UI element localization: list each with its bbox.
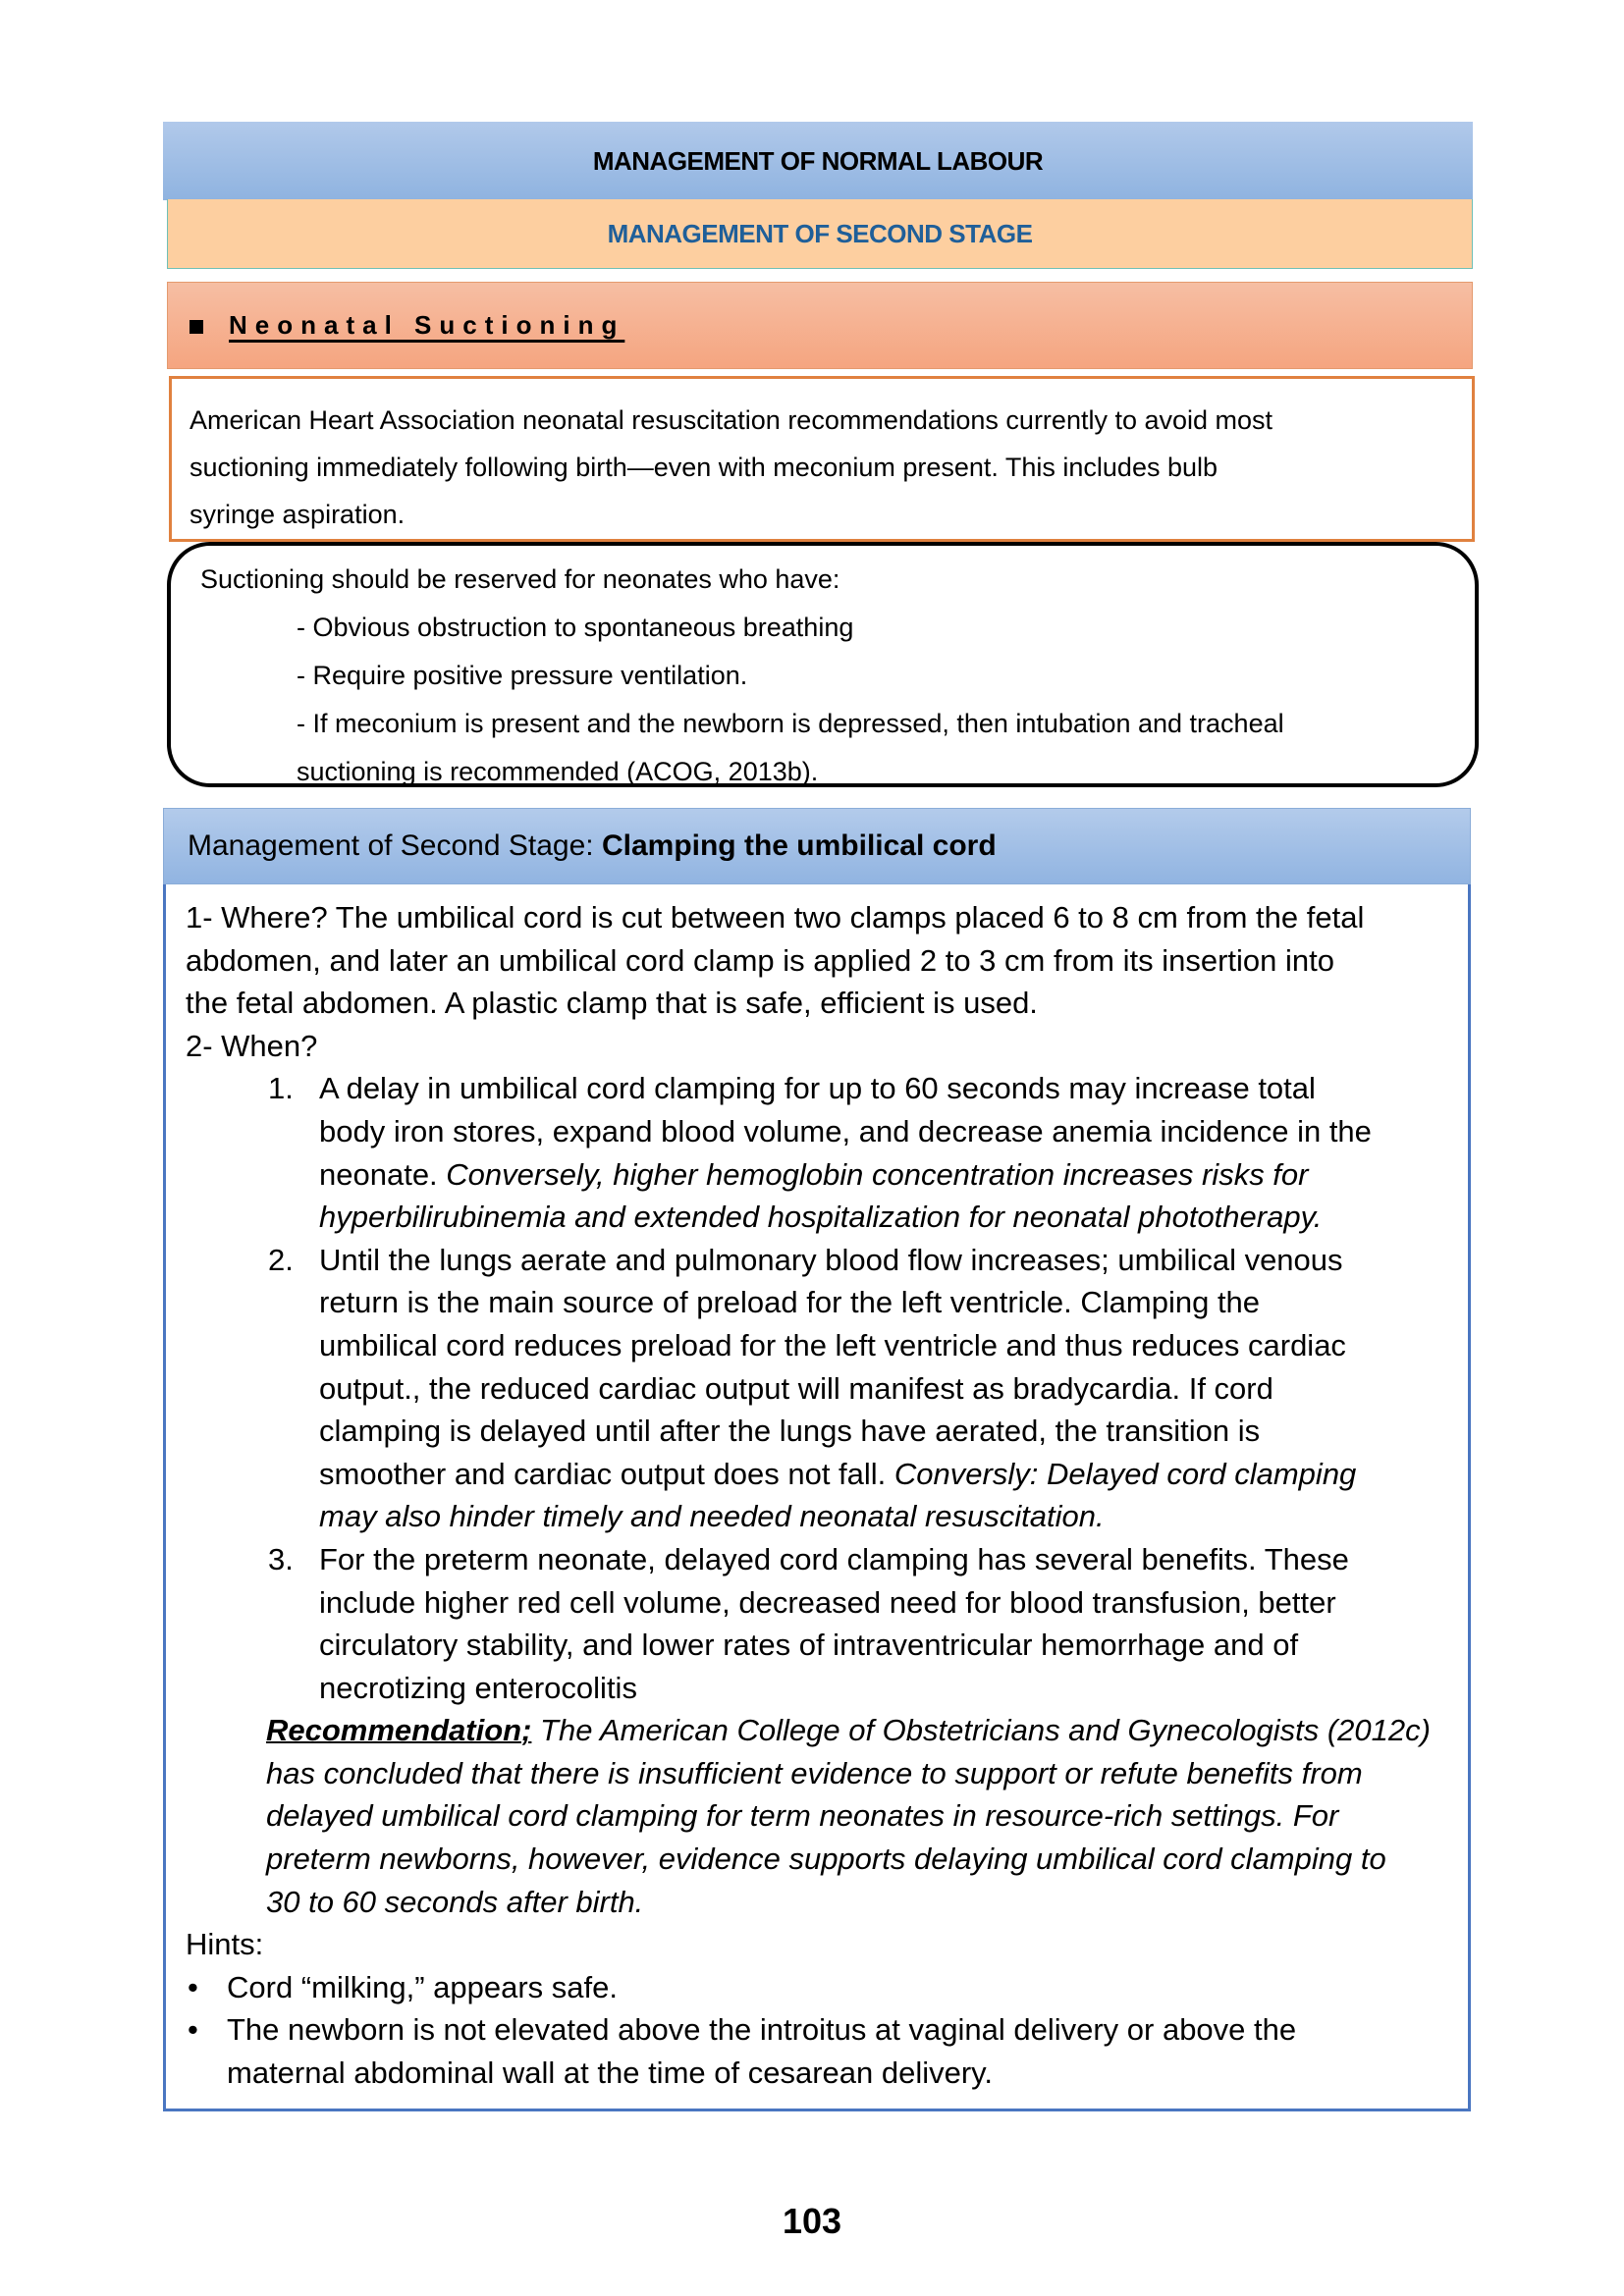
square-bullet-icon <box>189 320 203 334</box>
recommendation <box>186 1709 1450 1923</box>
item-line: output., the reduced cardiac output will manifest as bradycardia. If cord <box>319 1370 1273 1406</box>
intro-line: suctioning immediately following birth—even with meconium present. This includes bulb <box>189 453 1218 482</box>
suctioning-intro-box <box>169 376 1475 542</box>
item-line: body iron stores, expand blood volume, and decrease anemia incidence in the <box>319 1113 1372 1148</box>
item-line: smoother and cardiac output does not fall. Conversly: Delayed cord clamping <box>319 1456 1357 1491</box>
intro-line: American Heart Association neonatal resuscitation recommendations currently to avoid most <box>189 405 1273 435</box>
hints-label: Hints: <box>186 1927 264 1962</box>
item-line: may also hinder timely and needed neonatal resuscitation. <box>319 1499 1105 1534</box>
item-line: clamping is delayed until after the lungs have aerated, the transition is <box>319 1414 1261 1449</box>
document-title: MANAGEMENT OF NORMAL LABOUR <box>592 145 1044 176</box>
hint-item <box>186 2008 1450 2094</box>
item-line: include higher red cell volume, decreased need for blood transfusion, better <box>319 1584 1336 1620</box>
hint-line: maternal abdominal wall at the time of cesarean delivery. <box>227 2056 993 2091</box>
recommendation-line: preterm newborns, however, evidence supports delaying umbilical cord clamping to <box>266 1842 1386 1877</box>
item-number: 1. <box>268 1071 294 1106</box>
intro-line: syringe aspiration. <box>189 500 406 529</box>
item-line: circulatory stability, and lower rates of intraventricular hemorrhage and of <box>319 1628 1299 1663</box>
document-title-banner <box>163 122 1473 200</box>
item-line: umbilical cord reduces preload for the left ventricle and thus reduces cardiac <box>319 1327 1346 1362</box>
recommendation-label: Recommendation; <box>266 1713 532 1748</box>
criteria-item: - If meconium is present and the newborn is depressed, then intubation and tracheal <box>297 709 1284 738</box>
section-heading-clamping <box>163 808 1471 884</box>
section-title <box>189 310 624 341</box>
bullet-dot-icon: • <box>188 1969 198 2004</box>
when-item <box>186 1067 1450 1238</box>
bullet-dot-icon: • <box>188 2012 198 2048</box>
hint-line: Cord “milking,” appears safe. <box>227 1969 618 2004</box>
recommendation-line: delayed umbilical cord clamping for term neonates in resource-rich settings. For <box>266 1798 1339 1834</box>
when-item <box>186 1538 1450 1709</box>
where-line: the fetal abdomen. A plastic clamp that is safe, efficient is used. <box>186 986 1038 1021</box>
item-line: For the preterm neonate, delayed cord clamping has several benefits. These <box>319 1541 1349 1576</box>
recommendation-line: 30 to 60 seconds after birth. <box>266 1884 644 1919</box>
when-list <box>186 1067 1450 1709</box>
page-number: 103 <box>782 2201 842 2241</box>
when-item <box>186 1239 1450 1538</box>
hint-item <box>186 1966 1450 2009</box>
hints-list <box>186 1966 1450 2095</box>
when-label: 2- When? <box>186 1028 318 1063</box>
where-line: 1- Where? The umbilical cord is cut between two clamps placed 6 to 8 cm from the fetal <box>186 900 1365 934</box>
hint-line: The newborn is not elevated above the introitus at vaginal delivery or above the <box>227 2012 1297 2048</box>
clamping-content-box <box>163 884 1471 2111</box>
section-heading-prefix: Management of Second Stage: <box>188 829 602 862</box>
document-subtitle-banner <box>167 199 1473 269</box>
suctioning-criteria-box <box>167 542 1479 787</box>
item-line: Until the lungs aerate and pulmonary blood flow increases; umbilical venous <box>319 1242 1343 1277</box>
item-number: 3. <box>268 1541 294 1576</box>
section-title-text: Neonatal Suctioning <box>229 310 625 340</box>
item-number: 2. <box>268 1242 294 1277</box>
item-line: hyperbilirubinemia and extended hospitalization for neonatal phototherapy. <box>319 1200 1323 1235</box>
recommendation-line: Recommendation; The American College of Obstetricians and Gynecologists (2012c) <box>266 1713 1431 1748</box>
section-heading-bold: Clamping the umbilical cord <box>601 829 997 862</box>
criteria-item-continued: suctioning is recommended (ACOG, 2013b). <box>297 757 819 786</box>
where-line: abdomen, and later an umbilical cord clamp is applied 2 to 3 cm from its insertion into <box>186 942 1334 978</box>
section-heading-neonatal-suctioning <box>167 282 1473 369</box>
criteria-item: - Obvious obstruction to spontaneous breathing <box>297 613 854 642</box>
criteria-intro: Suctioning should be reserved for neonates who have: <box>200 564 840 594</box>
item-line: A delay in umbilical cord clamping for up to 60 seconds may increase total <box>319 1071 1316 1106</box>
document-subtitle: MANAGEMENT OF SECOND STAGE <box>607 218 1033 248</box>
item-line: necrotizing enterocolitis <box>319 1670 637 1705</box>
item-line: return is the main source of preload for the left ventricle. Clamping the <box>319 1285 1261 1320</box>
item-line: neonate. Conversely, higher hemoglobin concentration increases risks for <box>319 1156 1309 1192</box>
criteria-item: - Require positive pressure ventilation. <box>297 661 748 690</box>
recommendation-line: has concluded that there is insufficient evidence to support or refute benefits from <box>266 1755 1363 1790</box>
